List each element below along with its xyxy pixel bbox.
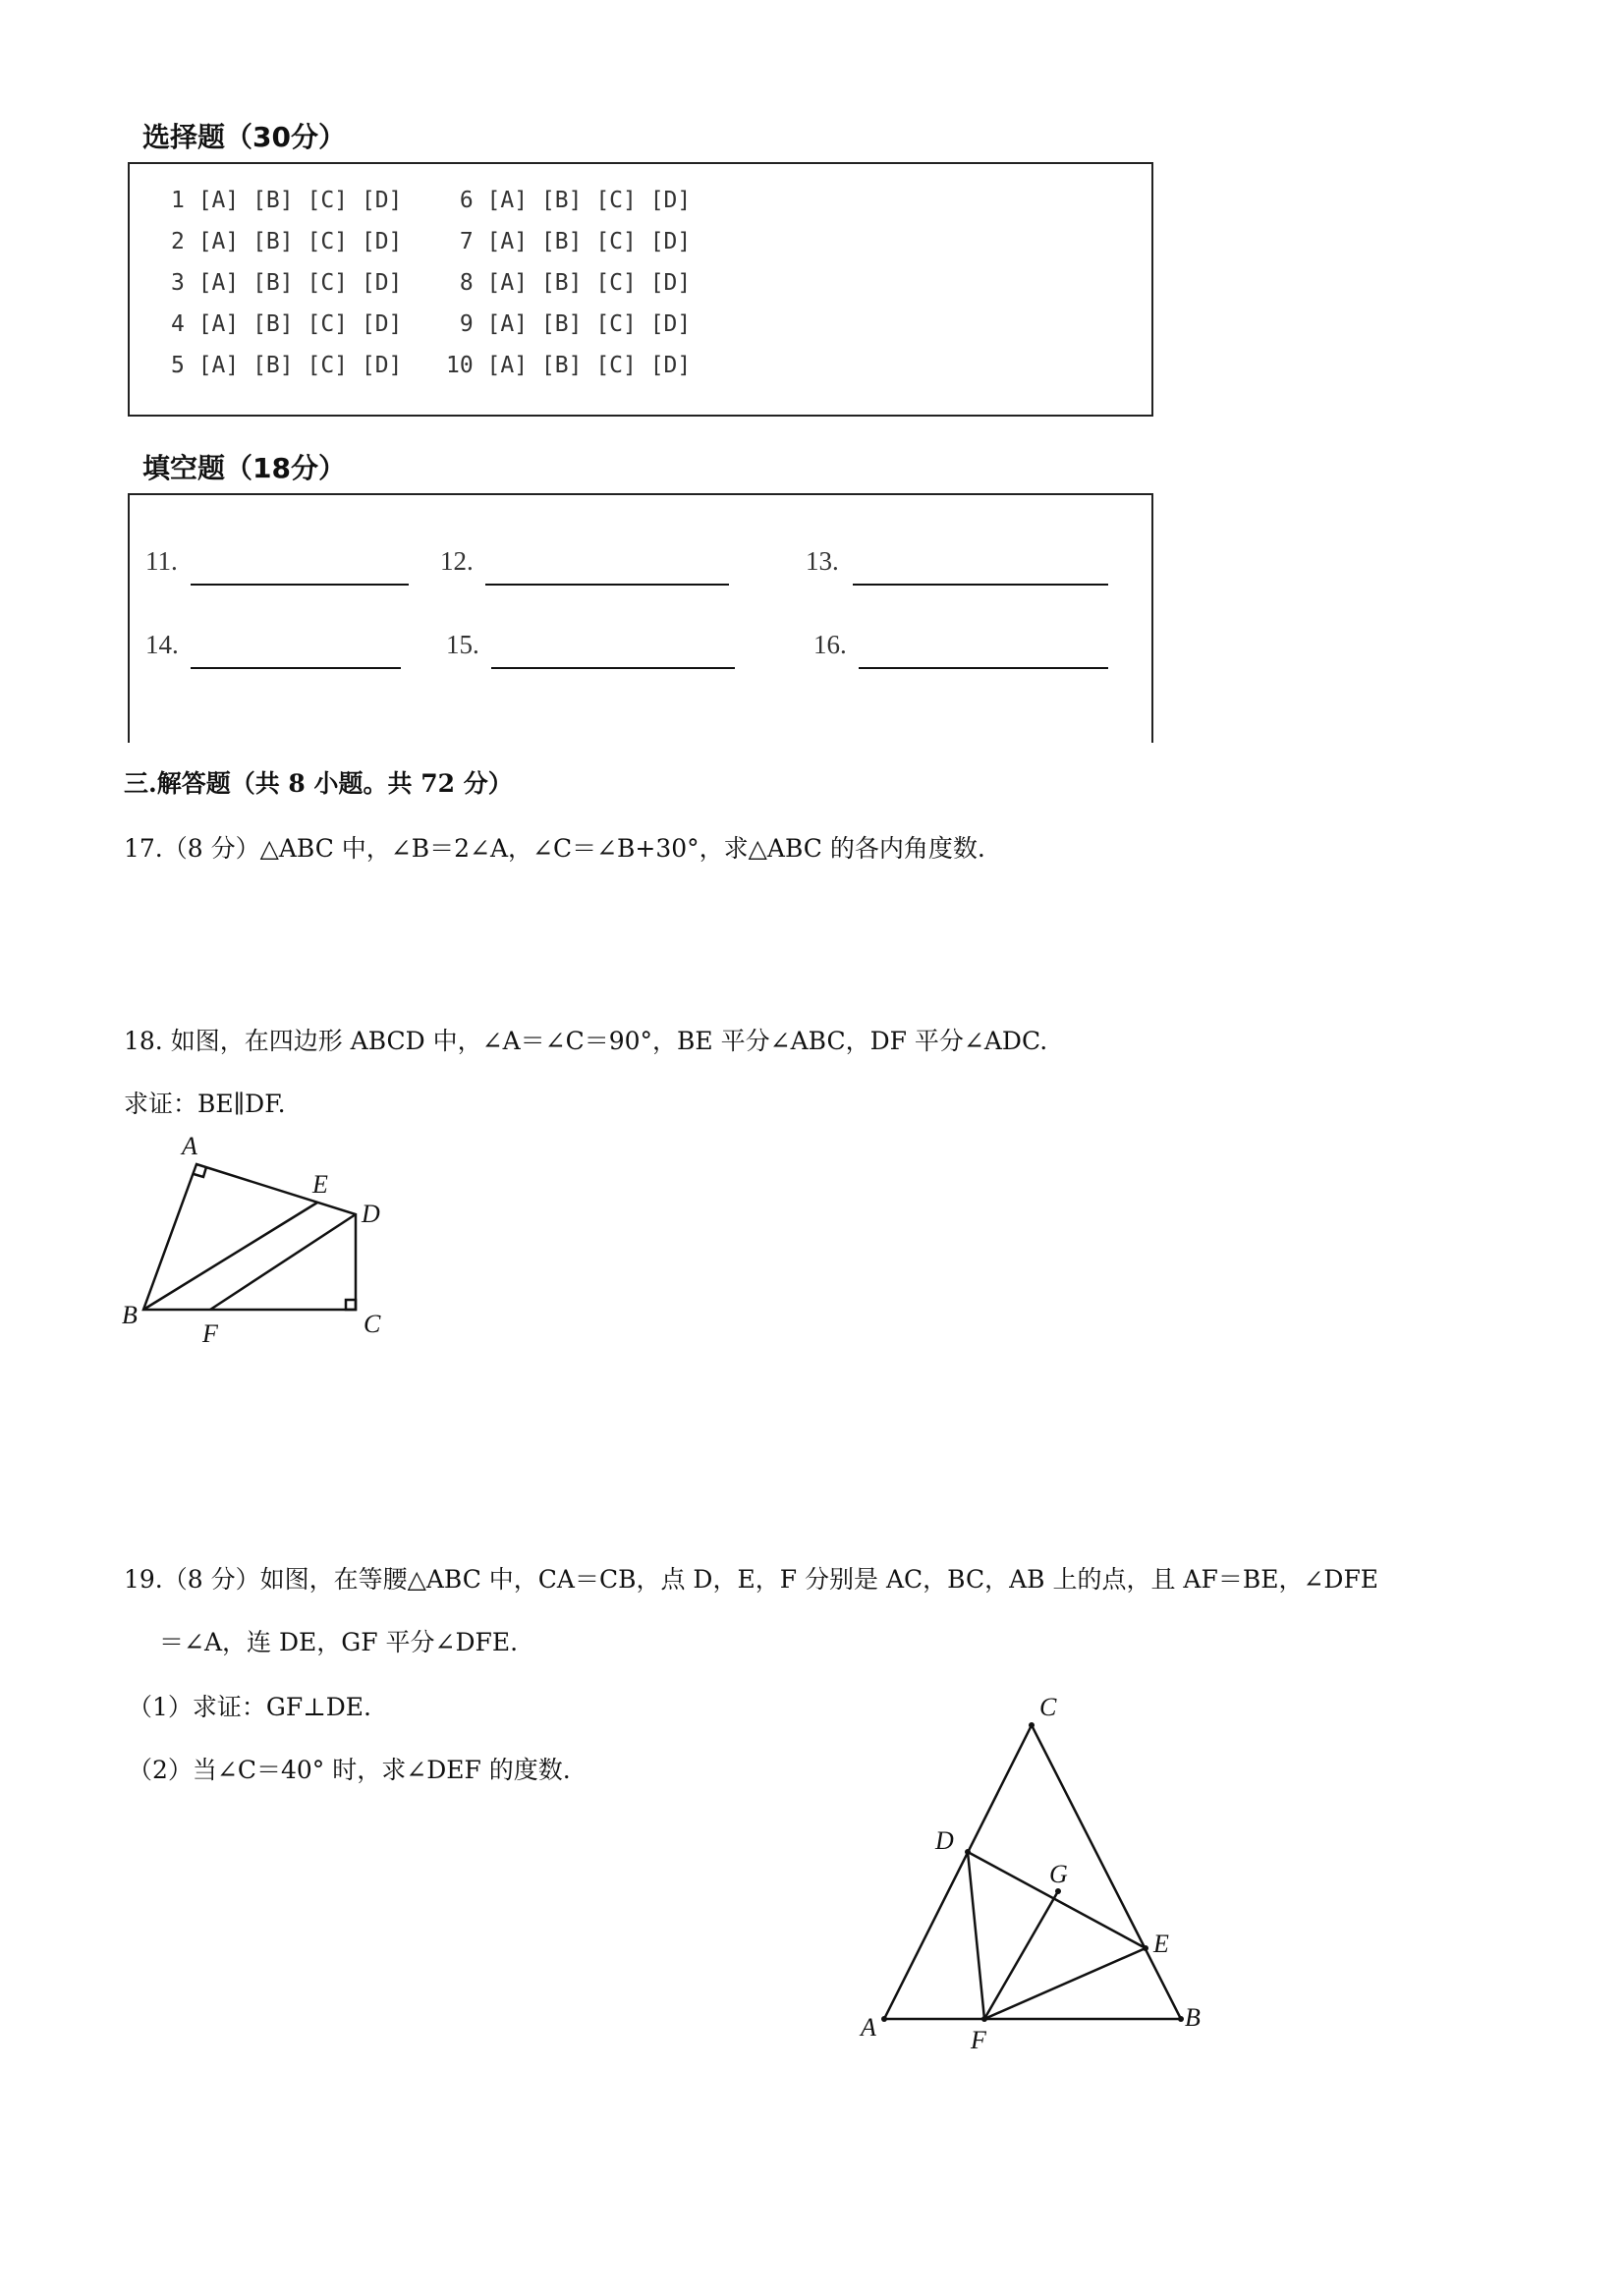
question-19-line-1: 19.（8 分）如图，在等腰△ABC 中，CA＝CB，点 D，E，F 分别是 AC，BC，AB 上的点，且 AF＝BE，∠DFE [124, 1565, 1379, 1594]
choice-section-title: 选择题（30分） [142, 121, 346, 153]
fill-blank-15[interactable] [491, 667, 735, 669]
label-c: C [364, 1310, 381, 1338]
question-17: 17.（8 分）△ABC 中，∠B＝2∠A，∠C＝∠B+30°，求△ABC 的各内角度数. [124, 834, 985, 863]
fill-blank-11[interactable] [191, 584, 409, 586]
label-b: B [1185, 2003, 1201, 2032]
fill-section-title: 填空题（18分） [142, 452, 346, 484]
label-f: F [202, 1319, 218, 1348]
label-d: D [362, 1200, 380, 1228]
right-angle-c [346, 1300, 356, 1310]
fill-blank-13[interactable] [853, 584, 1108, 586]
choice-row-9[interactable]: 9 [A] [B] [C] [D] [446, 311, 692, 337]
figure-19-triangle [845, 1680, 1218, 2063]
fill-label-11: 11. [145, 546, 178, 576]
choice-row-3[interactable]: 3 [A] [B] [C] [D] [171, 270, 403, 296]
label-g: G [1049, 1860, 1068, 1888]
fill-blank-14[interactable] [191, 667, 401, 669]
fill-label-15: 15. [446, 630, 479, 659]
question-19-line-2: ＝∠A，连 DE，GF 平分∠DFE. [159, 1628, 519, 1656]
fill-blank-12[interactable] [485, 584, 729, 586]
label-a: A [861, 2013, 876, 2042]
choice-row-6[interactable]: 6 [A] [B] [C] [D] [446, 188, 692, 213]
label-c: C [1039, 1693, 1057, 1721]
question-18-line-1: 18. 如图，在四边形 ABCD 中，∠A＝∠C＝90°，BE 平分∠ABC，DF 平分∠ADC. [124, 1027, 1048, 1055]
fill-label-16: 16. [813, 630, 847, 659]
label-f: F [971, 2026, 986, 2054]
question-19-part-1: （1）求证：GF⊥DE. [128, 1693, 371, 1721]
figure-18-quadrilateral [108, 1120, 403, 1356]
fill-label-13: 13. [806, 546, 839, 576]
segment-df [968, 1852, 984, 2019]
question-18-line-2: 求证：BE∥DF. [124, 1090, 286, 1118]
label-e: E [1153, 1930, 1169, 1958]
label-b: B [122, 1301, 138, 1329]
answer-section-header: 三.解答题（共 8 小题。共 72 分） [124, 769, 513, 798]
choice-row-5[interactable]: 5 [A] [B] [C] [D] [171, 353, 403, 378]
fill-blank-16[interactable] [859, 667, 1108, 669]
fill-label-14: 14. [145, 630, 179, 659]
segment-df [210, 1214, 356, 1310]
label-a: A [182, 1132, 197, 1160]
fill-label-12: 12. [440, 546, 474, 576]
choice-row-1[interactable]: 1 [A] [B] [C] [D] [171, 188, 403, 213]
choice-row-10[interactable]: 10 [A] [B] [C] [D] [446, 353, 692, 378]
question-19-part-2: （2）当∠C＝40° 时，求∠DEF 的度数. [128, 1756, 571, 1784]
choice-row-8[interactable]: 8 [A] [B] [C] [D] [446, 270, 692, 296]
segment-fe [984, 1948, 1146, 2019]
label-e: E [312, 1170, 328, 1199]
triangle-abc [884, 1725, 1181, 2019]
segment-fg [984, 1891, 1058, 2019]
choice-row-4[interactable]: 4 [A] [B] [C] [D] [171, 311, 403, 337]
label-d: D [935, 1826, 954, 1855]
choice-row-7[interactable]: 7 [A] [B] [C] [D] [446, 229, 692, 254]
choice-row-2[interactable]: 2 [A] [B] [C] [D] [171, 229, 403, 254]
fill-answer-box [128, 493, 1153, 743]
choice-answer-box [128, 162, 1153, 417]
